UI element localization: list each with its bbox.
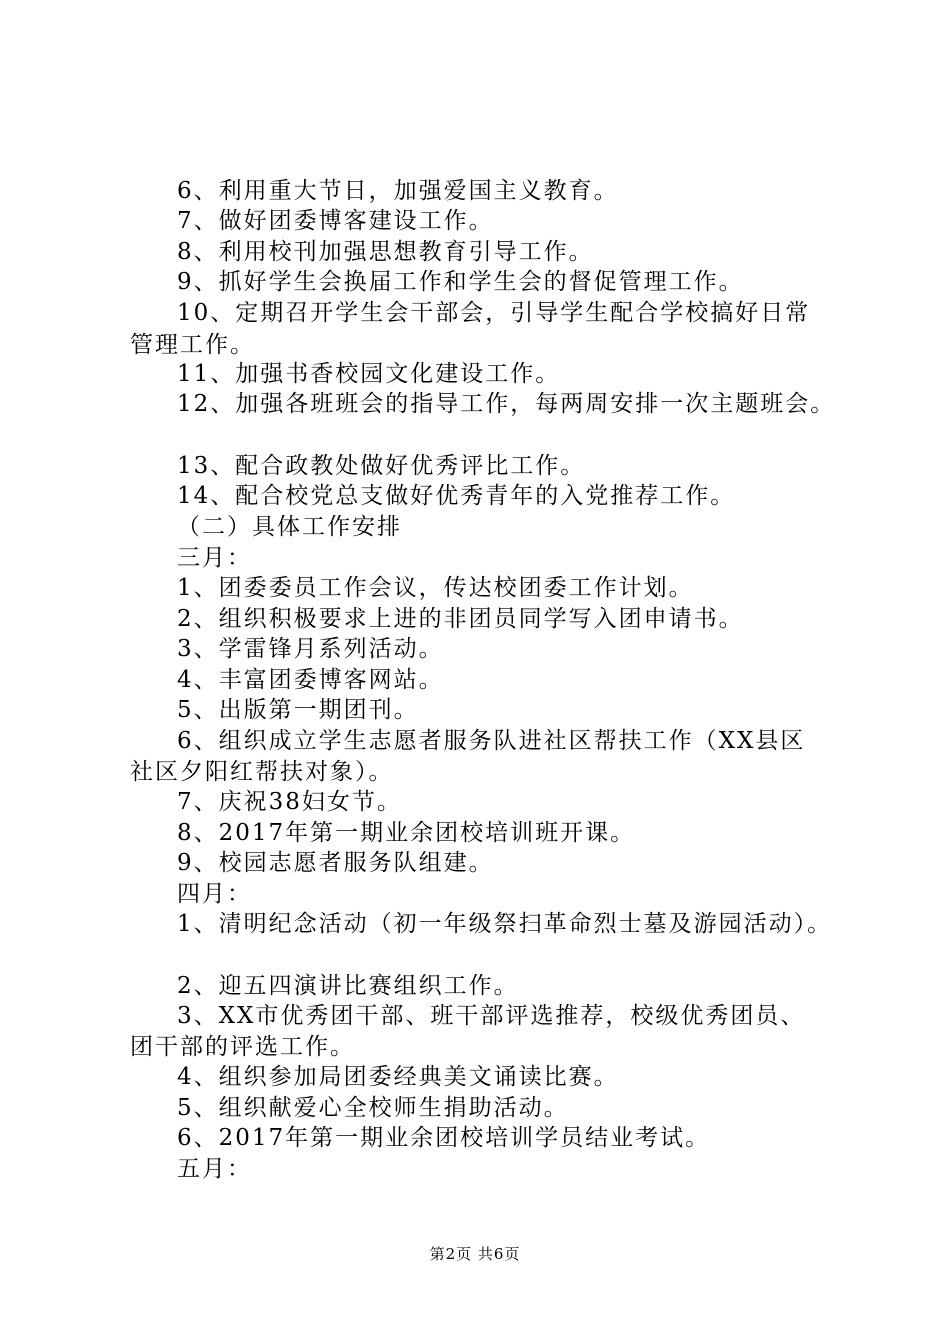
- text-line: 8、2017年第一期业余团校培训班开课。: [177, 820, 636, 846]
- text-line: 4、组织参加局团委经典美文诵读比赛。: [177, 1064, 619, 1090]
- text-line: 管理工作。: [130, 332, 255, 358]
- text-line: 13、配合政教处做好优秀评比工作。: [177, 453, 586, 479]
- text-line: 8、利用校刊加强思想教育引导工作。: [177, 239, 594, 265]
- page-footer: 第2页 共6页: [429, 1245, 521, 1263]
- text-line: 5、组织献爱心全校师生捐助活动。: [177, 1095, 569, 1121]
- text-line: 1、清明纪念活动（初一年级祭扫革命烈士墓及游园活动）。: [177, 911, 833, 937]
- text-line: 7、庆祝38妇女节。: [177, 789, 402, 815]
- text-line: 6、组织成立学生志愿者服务队进社区帮扶工作（XX县区: [177, 728, 806, 754]
- text-line: 6、利用重大节日，加强爱国主义教育。: [177, 178, 619, 204]
- text-line: 社区夕阳红帮扶对象）。: [130, 759, 394, 785]
- month-heading: 三月：: [177, 545, 252, 571]
- text-line: 3、XX市优秀团干部、班干部评选推荐，校级优秀团员、: [177, 1003, 806, 1029]
- text-line: 7、做好团委博客建设工作。: [177, 208, 494, 234]
- text-line: 9、抓好学生会换届工作和学生会的督促管理工作。: [177, 269, 744, 295]
- text-line: 5、出版第一期团刊。: [177, 697, 419, 723]
- text-line: 14、配合校党总支做好优秀青年的入党推荐工作。: [177, 483, 736, 509]
- text-line: 6、2017年第一期业余团校培训学员结业考试。: [177, 1125, 711, 1151]
- month-heading: 五月：: [177, 1156, 252, 1182]
- text-line: 9、校园志愿者服务队组建。: [177, 850, 494, 876]
- month-heading: 四月：: [177, 881, 252, 907]
- text-line: 10、定期召开学生会干部会，引导学生配合学校搞好日常: [177, 300, 811, 326]
- section-heading: （二）具体工作安排: [177, 514, 402, 540]
- text-line: 4、丰富团委博客网站。: [177, 667, 444, 693]
- text-line: 3、学雷锋月系列活动。: [177, 636, 444, 662]
- text-line: 11、加强书香校园文化建设工作。: [177, 361, 561, 387]
- text-line: 2、组织积极要求上进的非团员同学写入团申请书。: [177, 606, 744, 632]
- text-line: 2、迎五四演讲比赛组织工作。: [177, 973, 519, 999]
- text-line: 团干部的评选工作。: [130, 1034, 355, 1060]
- text-line: 12、加强各班班会的指导工作，每两周安排一次主题班会。: [177, 391, 836, 417]
- text-line: 1、团委委员工作会议，传达校团委工作计划。: [177, 575, 694, 601]
